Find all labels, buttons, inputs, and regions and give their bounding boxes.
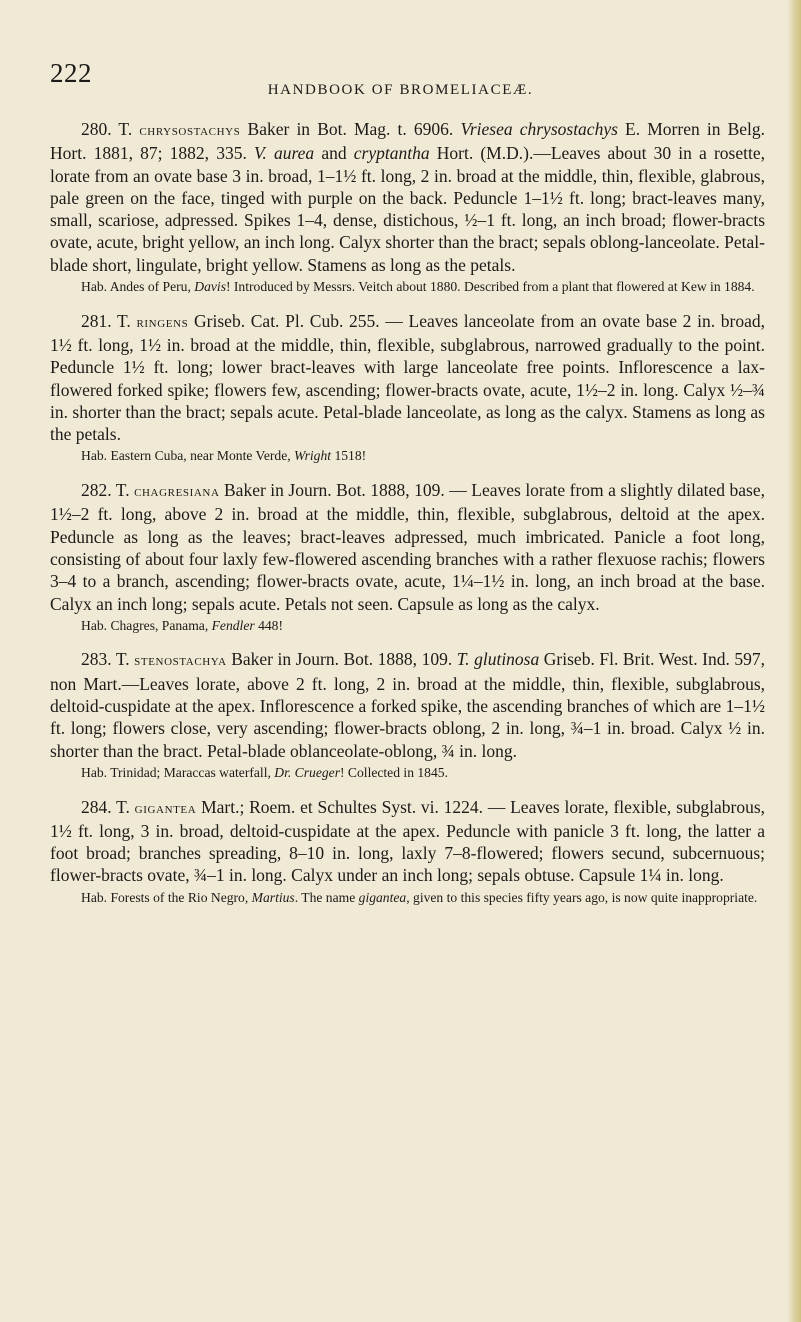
synonym: cryptantha <box>353 143 430 164</box>
page-edge-shadow <box>787 0 801 1322</box>
species-epithet: chrysostachys <box>139 122 241 139</box>
species-epithet: gigantea <box>134 799 197 817</box>
habitat-note: Hab. Eastern Cuba, near Monte Verde, Wright 1518! <box>81 448 367 464</box>
species-entry-281 <box>50 310 765 466</box>
collector-name: Fendler <box>211 617 255 633</box>
entry-number: 281. T. <box>81 310 131 331</box>
species-epithet: ringens <box>136 313 189 331</box>
habitat-note: Hab. Forests of the Rio Negro, Martius. The name gigantea, given to this species fifty years ago, is now quite inappropriate. <box>81 889 758 905</box>
collector-name: Dr. Crueger <box>274 764 340 780</box>
entry-number: 280. T. <box>81 119 133 139</box>
species-name-italic: gigantea <box>358 889 407 905</box>
entry-number: 284. T. <box>81 796 130 817</box>
species-entry-282 <box>50 479 765 635</box>
entry-description: 280. T. chrysostachys Baker in Bot. Mag. t. 6906. Vriesea chrysostachys E. Morren in Belg. Hort. 1881, 87; 1882, 335. V. aurea and cryptantha Hort. (M.D.).—Leaves about 30 in a rosette, lorate from an ovate base 3 in. broad, 1–1½ ft. long, 2 in. broad at the middle, thin, flexible, glabrous, pale green on the face, tinged with purple on the back. Peduncle 1–1½ ft. long; bract-leaves many, small, scariose, adpressed. Spikes 1–4, dense, distichous, ½–1 ft. long, an inch broad; flower-bracts ovate, acute, bright yellow, an inch long. Calyx shorter than the bract; sepals oblong-lanceolate. Petal-blade short, lingulate, bright yellow. Stamens as long as the petals. <box>50 119 766 275</box>
page-body <box>50 118 765 907</box>
species-epithet: stenostachya <box>134 652 227 670</box>
entry-description: 283. T. stenostachya Baker in Journ. Bot. 1888, 109. T. glutinosa Griseb. Fl. Brit. West. Ind. 597, non Mart.—Leaves lorate, above 2 ft. long, 2 in. broad at the middle, thin, flexible, subglabrous, deltoid-cuspidate at the apex. Inflorescence a forked spike, the ascending branches of which are 1–1½ ft. long; flowers close, very ascending; flower-bracts oblong, 2 in. long, ¾–1 in. broad. Calyx ½ in. shorter than the bract. Petal-blade oblanceolate-oblong, ¾ in. long. <box>50 649 766 761</box>
entry-number: 283. T. <box>81 649 130 670</box>
running-title: HANDBOOK OF BROMELIACEÆ. <box>267 82 534 98</box>
entry-description: 282. T. chagresiana Baker in Journ. Bot. 1888, 109. — Leaves lorate from a slightly dilated base, 1½–2 ft. long, above 2 in. broad at the middle, thin, flexible, subglabrous, deltoid at the apex. Peduncle as long as the leaves; bract-leaves adpressed, much imbricated. Panicle a foot long, consisting of about four laxly few-flowered ascending branches with a rather flexuose rachis; flowers 3–4 to a branch, ascending; flower-bracts ovate, acute, 1¼–1½ in. long, an inch broad at the base. Calyx an inch long; sepals acute. Petals not seen. Capsule as long as the calyx. <box>50 480 766 614</box>
collector-name: Wright <box>294 448 332 464</box>
synonym: Vriesea chrysostachys <box>460 119 618 139</box>
species-entry-280 <box>50 118 765 297</box>
collector-name: Martius <box>251 889 295 905</box>
entry-description: 281. T. ringens Griseb. Cat. Pl. Cub. 255. — Leaves lanceolate from an ovate base 2 in. broad, 1½ ft. long, 1½ in. broad at the middle, thin, flexible, subglabrous, narrowed gradually to the point. Peduncle 1½ ft. long; lower bract-leaves with large lanceolate free points. Inflorescence a lax-flowered forked spike; flowers few, ascending; flower-bracts ovate, acute, 1½–2 in. long. Calyx ½–¾ in. shorter than the bract; sepals acute. Petal-blade lanceolate, as long as the calyx. Stamens as long as the petals. <box>50 310 766 445</box>
habitat-note: Hab. Trinidad; Maraccas waterfall, Dr. Crueger! Collected in 1845. <box>81 764 448 780</box>
habitat-note: Hab. Andes of Peru, Davis! Introduced by Messrs. Veitch about 1880. Described from a plant that flowered at Kew in 1884. <box>81 279 755 295</box>
species-entry-284 <box>50 796 765 908</box>
collector-name: Davis <box>194 279 226 295</box>
habitat-note: Hab. Chagres, Panama, Fendler 448! <box>81 617 283 633</box>
species-entry-283 <box>50 648 765 782</box>
synonym: T. glutinosa <box>456 649 540 670</box>
page-number: 222 <box>50 58 92 88</box>
entry-description: 284. T. gigantea Mart.; Roem. et Schultes Syst. vi. 1224. — Leaves lorate, flexible, subglabrous, 1½ ft. long, 3 in. broad, deltoid-cuspidate at the apex. Peduncle with panicle 3 ft. long, the latter a foot broad; branches spreading, 8–10 in. long, laxly 7–8-flowered; flowers secund, subcernuous; flower-bracts ovate, ¾–1 in. long. Calyx under an inch long; sepals obtuse. Capsule 1¼ in. long. <box>50 796 766 886</box>
entry-number: 282. T. <box>81 480 130 501</box>
synonym: V. aurea <box>254 143 315 164</box>
species-epithet: chagresiana <box>134 483 220 501</box>
